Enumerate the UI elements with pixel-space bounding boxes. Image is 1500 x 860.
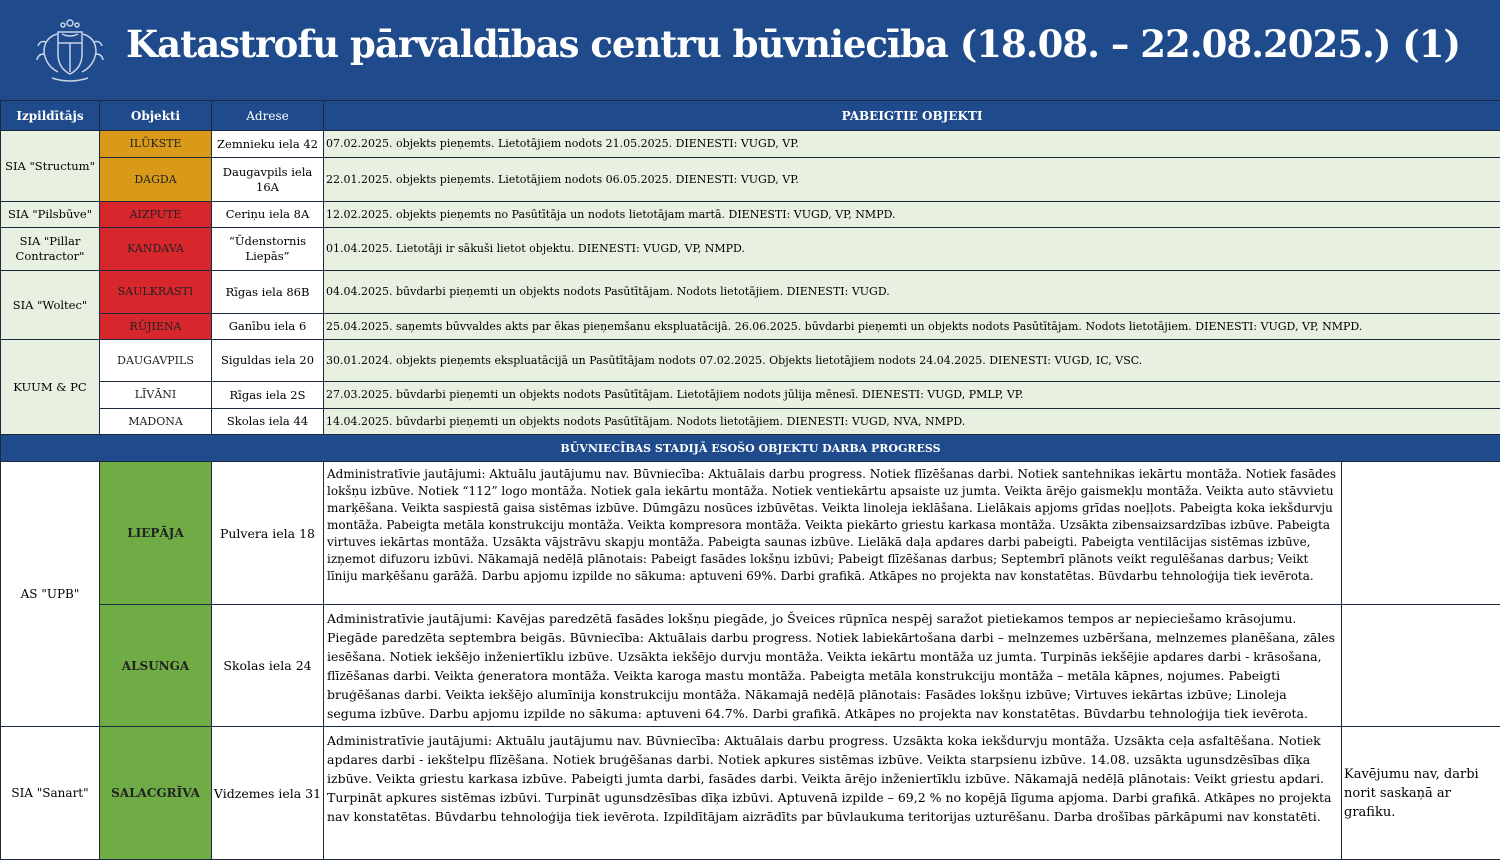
progress-text: Administratīvie jautājumi: Kavējas paredzētā fasādes lokšņu piegāde, jo Šveices rūpnīca nespēj saražot pietiekamos tempos ar nepieciešamo krāsojumu. Piegāde paredzēta septembra beigās. Būvniecība: Aktuālais darbu progress. Notiek labiekārtošana darbi – melnzemes uzbēršana, melnzemes planēšana, zāles iesēšana. Notiek iekšējo inženiertīklu izbūve. Uzsākta iekšējo durvju montāža. Veikta iekārtu montāža uz jumta. Turpinās iekšējie apdares darbi - krāsošana, flīzēšanas darbi. Veikta ģeneratora montāža. Veikta karoga mastu montāža. Pabeigta metāla konstrukciju montāža – metāla kāpnes, nojumes. Pabeigti bruģēšanas darbi. Veikta iekšējo alumīnija konstrukciju montāža. Nākamajā nedēļā plānotais: Fasādes lokšņu izbūve; Virtuves iekārtas izbūve; Linoleja seguma izbūve. Darbu apjomu izpilde no sākuma: aptuveni 64.7%. Darbi grafikā. Atkāpes no projekta nav konstatētas. Būvdarbu tehnoloģija tiek ievērota. (324, 605, 1342, 727)
section-header-row (1, 435, 1500, 462)
table-row (1, 271, 1500, 314)
header-address: Adrese (212, 101, 324, 131)
address-cell: Rīgas iela 86B (212, 271, 324, 314)
note-cell (1342, 605, 1500, 727)
status-text: 07.02.2025. objekts pieņemts. Lietotājiem nodots 21.05.2025. DIENESTI: VUGD, VP. (324, 131, 1500, 158)
table-row (1, 727, 1500, 860)
table-row (1, 409, 1500, 435)
contractor-cell: SIA "Pilsbūve" (1, 202, 100, 228)
address-cell: “Ūdenstornis Liepās” (212, 228, 324, 271)
status-text: 04.04.2025. būvdarbi pieņemti un objekts nodots Pasūtītājam. Nodots lietotājiem. DIENESTI: VUGD. (324, 271, 1500, 314)
contractor-cell: SIA "Structum" (1, 131, 100, 202)
header-object: Objekti (100, 101, 212, 131)
object-cell: SALACGRĪVA (100, 727, 212, 860)
object-cell: ILŪKSTE (100, 131, 212, 158)
address-cell: Skolas iela 44 (212, 409, 324, 435)
note-cell: Kavējumu nav, darbi norit saskaņā ar grafiku. (1342, 727, 1500, 860)
object-cell: MADONA (100, 409, 212, 435)
status-text: 12.02.2025. objekts pieņemts no Pasūtītāja un nodots lietotājam martā. DIENESTI: VUGD, VP, NMPD. (324, 202, 1500, 228)
status-text: 27.03.2025. būvdarbi pieņemti un objekts nodots Pasūtītājam. Lietotājiem nodots jūlija mēnesī. DIENESTI: VUGD, PMLP, VP. (324, 382, 1500, 409)
address-cell: Pulvera iela 18 (212, 462, 324, 605)
note-cell (1342, 462, 1500, 605)
contractor-cell: SIA "Pillar Contractor" (1, 228, 100, 271)
table-row (1, 158, 1500, 202)
address-cell: Skolas iela 24 (212, 605, 324, 727)
object-cell: KANDAVA (100, 228, 212, 271)
progress-section-title: BŪVNIECĪBAS STADIJĀ ESOŠO OBJEKTU DARBA PROGRESS (1, 435, 1500, 462)
status-text: 30.01.2024. objekts pieņemts ekspluatācijā un Pasūtītājam nodots 07.02.2025. Objekts lietotājiem nodots 24.04.2025. DIENESTI: VUGD, IC, VSC. (324, 340, 1500, 382)
status-text: 14.04.2025. būvdarbi pieņemti un objekts nodots Pasūtītājam. Nodots lietotājiem. DIENESTI: VUGD, NVA, NMPD. (324, 409, 1500, 435)
status-table (0, 100, 1500, 860)
contractor-cell: AS "UPB" (1, 462, 100, 727)
table-row (1, 462, 1500, 605)
address-cell: Rīgas iela 2S (212, 382, 324, 409)
table-row (1, 131, 1500, 158)
coat-of-arms-icon (30, 10, 110, 90)
page-title: Katastrofu pārvaldības centru būvniecība (18.08. – 22.08.2025.) (1) (126, 22, 1461, 66)
object-cell: DAUGAVPILS (100, 340, 212, 382)
contractor-cell: SIA "Sanart" (1, 727, 100, 860)
object-cell: LĪVĀNI (100, 382, 212, 409)
table-row (1, 605, 1500, 727)
status-text: 01.04.2025. Lietotāji ir sākuši lietot objektu. DIENESTI: VUGD, VP, NMPD. (324, 228, 1500, 271)
object-cell: LIEPĀJA (100, 462, 212, 605)
table-header-row (1, 101, 1500, 131)
header-completed: PABEIGTIE OBJEKTI (324, 101, 1500, 131)
table-row (1, 314, 1500, 340)
object-cell: SAULKRASTI (100, 271, 212, 314)
object-cell: DAGDA (100, 158, 212, 202)
address-cell: Ceriņu iela 8A (212, 202, 324, 228)
table-row (1, 202, 1500, 228)
contractor-cell: KUUM & PC (1, 340, 100, 435)
contractor-cell: SIA "Woltec" (1, 271, 100, 340)
object-cell: ALSUNGA (100, 605, 212, 727)
address-cell: Ganību iela 6 (212, 314, 324, 340)
progress-text: Administratīvie jautājumi: Aktuālu jautājumu nav. Būvniecība: Aktuālais darbu progress. Notiek flīzēšanas darbi. Notiek santehnikas iekārtu montāža. Notiek fasādes lokšņu izbūve. Notiek “112” logo montāža. Notiek gala iekārtu montāža. Notiek ventiekārtu apsaiste uz jumta. Veikta ārējo gaismekļu montāža. Veikta auto stāvvietu marķēšana. Veikta saspiestā gaisa sistēmas izbūve. Dūmgāzu nosūces izbūvētas. Veikta linoleja ieklāšana. Lielākais apjoms grīdas noeļļots. Pabeigta koka iekšdurvju montāža. Pabeigta metāla konstrukciju montāža. Veikta kompresora montāža. Veikta piekārto griestu karkasa montāža. Uzsākta zibensaizsardzības izbūve. Pabeigta virtuves iekārtas montāža. Uzsākta vājstrāvu skapju montāža. Pabeigta saunas izbūve. Lielākā daļa apdares darbi pabeigti. Pabeigta ventilācijas sistēmas izbūve, izņemot difuzoru izbūvi. Nākamajā nedēļā plānotais: Pabeigt fasādes lokšņu izbūvi; Pabeigt flīzēšanas darbus; Septembrī plānots veikt regulēšanas darbus; Veikt līniju marķēšanu garāžā. Darbu apjomu izpilde no sākuma: aptuveni 69%. Darbi grafikā. Atkāpes no projekta nav konstatētas. Būvdarbu tehnoloģija tiek ievērota. (324, 462, 1342, 605)
address-cell: Vidzemes iela 31 (212, 727, 324, 860)
object-cell: AIZPUTE (100, 202, 212, 228)
status-text: 22.01.2025. objekts pieņemts. Lietotājiem nodots 06.05.2025. DIENESTI: VUGD, VP. (324, 158, 1500, 202)
address-cell: Siguldas iela 20 (212, 340, 324, 382)
title-banner (0, 0, 1500, 100)
header-contractor: Izpildītājs (1, 101, 100, 131)
table-row (1, 228, 1500, 271)
address-cell: Zemnieku iela 42 (212, 131, 324, 158)
table-row (1, 340, 1500, 382)
progress-text: Administratīvie jautājumi: Aktuālu jautājumu nav. Būvniecība: Aktuālais darbu progress. Uzsākta koka iekšdurvju montāža. Uzsākta ceļa asfaltēšana. Notiek apdares darbi - iekštelpu flīzēšana. Notiek bruģēšanas darbi. Notiek apkures sistēmas izbūve. Veikta starpsienu izbūve. 14.08. uzsākta ugunsdzēsības dīķa izbūve. Veikta griestu karkasa izbūve. Pabeigti jumta darbi, fasādes darbi. Veikta ārējo inženiertīklu izbūve. Nākamajā nedēļā plānotais: Veikt griestu apdari. Turpināt apkures sistēmas izbūvi. Turpināt ugunsdzēsības dīķa izbūvi. Aptuvenā izpilde – 69,2 % no kopējā līguma apjoma. Darbi grafikā. Atkāpes no projekta nav konstatētas. Būvdarbu tehnoloģija tiek ievērota. Izpildītājam aizrādīts par būvlaukuma teritorijas uzturēšanu. Darba drošības pārkāpumi nav konstatēti. (324, 727, 1342, 860)
table-row (1, 382, 1500, 409)
address-cell: Daugavpils iela 16A (212, 158, 324, 202)
status-text: 25.04.2025. saņemts būvvaldes akts par ēkas pieņemšanu ekspluatācijā. 26.06.2025. būvdarbi pieņemti un objekts nodots Pasūtītājam. Nodots lietotājiem. DIENESTI: VUGD, VP, NMPD. (324, 314, 1500, 340)
object-cell: RŪJIENA (100, 314, 212, 340)
